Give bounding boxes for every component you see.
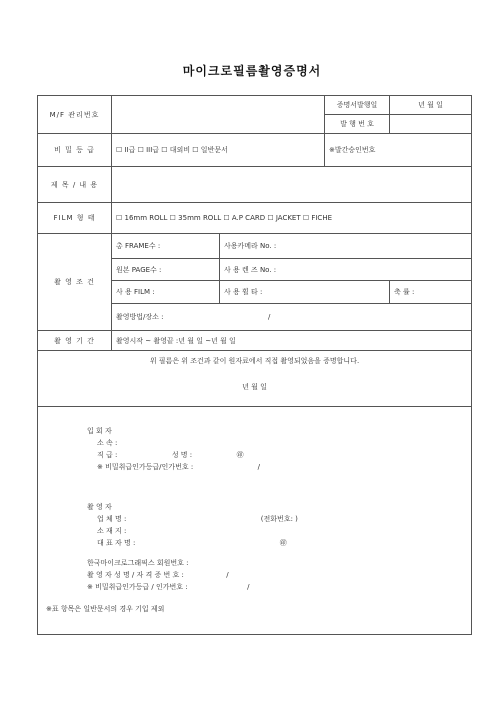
secret-label: 비 밀 등 급 <box>38 134 112 167</box>
witness-heading: 입 회 자 <box>87 427 112 435</box>
witness-seal: ㊞ <box>236 451 244 459</box>
certificate-form <box>37 95 472 635</box>
photographer-clearance-row <box>42 581 467 593</box>
photographer-company-row <box>42 513 467 525</box>
method-row <box>112 304 472 331</box>
photographer-ceo: 대 표 자 명 : <box>97 539 136 547</box>
photographer-phone: (전화번호: ) <box>260 515 298 523</box>
issue-date-label: 증명서발행일 <box>325 96 390 115</box>
statement-text: 위 필름은 위 조건과 같이 원자료에서 직접 촬영되었음을 증명합니다. <box>149 357 360 365</box>
photographer-company: 업 체 명 : <box>97 515 127 523</box>
witness-clearance-sep: / <box>257 463 261 471</box>
witness-rank-name <box>42 449 467 461</box>
camera-label: 사용카메라 No. : <box>220 234 472 259</box>
issue-date-value[interactable]: 년 월 일 <box>390 96 472 115</box>
witness-rank: 직 급 : <box>97 451 118 459</box>
witness-name: 성 명 : <box>171 451 193 459</box>
filter-label: 사 용 휠 타 : <box>220 281 390 304</box>
photographer-name: 촬 영 자 성 명 / 자 격 증 번 호 : <box>87 571 184 579</box>
period-value[interactable]: 촬영시작 ~ 촬영끝 :년 월 일 ~년 월 일 <box>112 331 472 351</box>
photographer-clearance-sep: / <box>247 583 250 591</box>
statement-date: 년 월 일 <box>242 383 267 391</box>
subject-label: 제 목 / 내 용 <box>38 167 112 203</box>
scale-label: 축 률 : <box>390 281 472 304</box>
mf-label: M/F 관리번호 <box>38 96 112 134</box>
method-label: 촬영방법/장소 : <box>116 313 164 321</box>
mf-value[interactable] <box>112 96 325 134</box>
approval-label: ※발간승인번호 <box>325 134 472 167</box>
witness-clearance: ※ 비밀취급인가등급/인가번호 : <box>97 463 194 471</box>
witness-dept: 소 속 : <box>97 439 118 447</box>
frames-label: 총 FRAME수 : <box>112 234 220 259</box>
period-label: 촬 영 기 간 <box>38 331 112 351</box>
photographer-seal: ㊞ <box>279 539 287 547</box>
signature-section <box>38 407 472 635</box>
footnote: ※표 항목은 일반문서의 경우 기입 제외 <box>46 605 165 613</box>
photographer-clearance: ※ 비밀취급인가등급 / 인가번호 : <box>87 583 188 591</box>
secret-options[interactable]: ☐ II급 ☐ III급 ☐ 대외비 ☐ 일반문서 <box>112 134 325 167</box>
member-no: 한국마이크로그래픽스 회원번호 : <box>87 559 189 567</box>
pages-label: 원본 PAGE수 : <box>112 259 220 281</box>
document-title: 마이크로필름촬영증명서 <box>182 64 322 78</box>
witness-clearance-row <box>42 461 467 473</box>
photographer-address: 소 재 지 : <box>97 527 127 535</box>
photographer-ceo-row <box>42 537 467 549</box>
conditions-label: 촬 영 조 건 <box>38 234 112 331</box>
film-options[interactable]: ☐ 16mm ROLL ☐ 35mm ROLL ☐ A.P CARD ☐ JACKET ☐ FICHE <box>112 203 472 234</box>
film-label: FILM 형 태 <box>38 203 112 234</box>
subject-value[interactable] <box>112 167 472 203</box>
photographer-heading: 촬 영 자 <box>87 503 112 511</box>
photographer-name-row <box>42 569 467 581</box>
photographer-name-sep: / <box>226 571 229 579</box>
issue-no-label: 발 행 번 호 <box>325 115 390 134</box>
film-use-label: 사 용 FILM : <box>112 281 220 304</box>
method-separator: / <box>267 313 271 321</box>
lens-label: 사 용 렌 즈 No. : <box>220 259 472 281</box>
issue-no-value[interactable] <box>390 115 472 134</box>
statement-cell <box>38 351 472 407</box>
